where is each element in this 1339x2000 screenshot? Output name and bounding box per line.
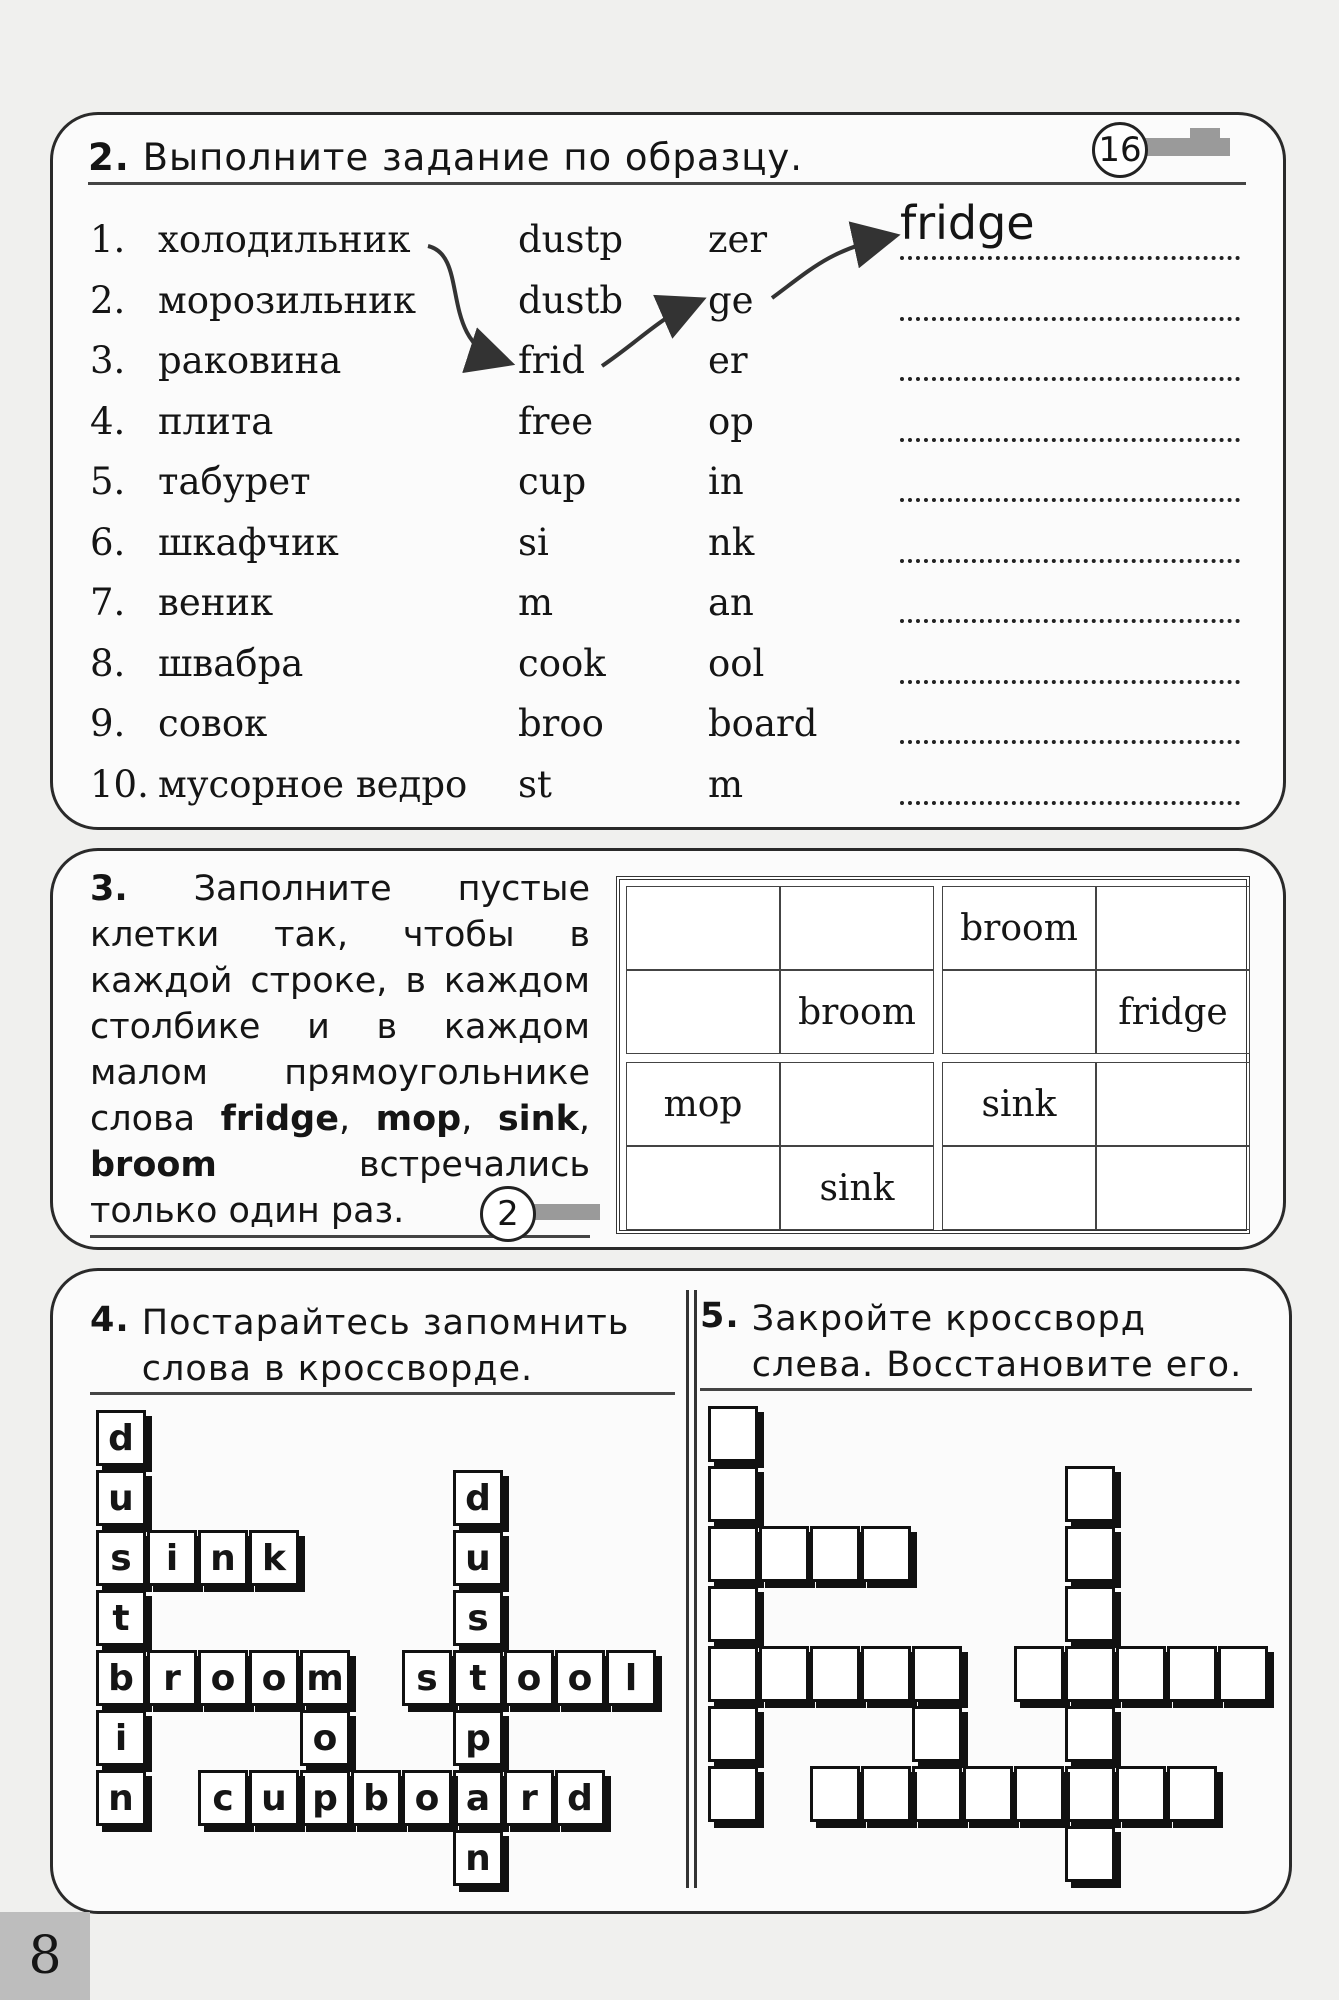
crossword-letter-cell: i [147, 1530, 197, 1586]
column-divider-2 [694, 1290, 697, 1888]
row-word-end: op [708, 399, 754, 443]
sudoku-cell[interactable] [780, 886, 934, 970]
row-word-start: broo [518, 702, 604, 745]
row-number: 10. [90, 762, 149, 806]
crossword-empty-cell[interactable] [708, 1466, 758, 1522]
sudoku-cell[interactable] [1096, 886, 1250, 970]
crossword-empty-cell[interactable] [912, 1646, 962, 1702]
row-russian-word: веник [158, 581, 274, 624]
crossword-letter-cell: l [606, 1650, 656, 1706]
crossword-letter-cell: r [147, 1650, 197, 1706]
row-russian-word: холодильник [158, 218, 411, 261]
task3-word-fridge: fridge [220, 1099, 339, 1139]
crossword-empty-cell[interactable] [963, 1766, 1013, 1822]
row-word-start: si [518, 520, 549, 564]
key-shaft-2 [528, 1204, 600, 1220]
sudoku-cell: broom [942, 886, 1096, 970]
crossword-letter-cell: d [555, 1770, 605, 1826]
crossword-empty-cell[interactable] [1065, 1826, 1115, 1882]
crossword-letter-cell: t [96, 1590, 146, 1646]
task3-number: 3. [90, 869, 128, 909]
task3-text: 3. Заполните пустые клетки так, чтобы в каждой строке, в каждом столбике и в каждом малом прямоугольнике слова fridge, mop, sink, broom встречались только один раз. [90, 869, 590, 1231]
sudoku-cell[interactable] [942, 970, 1096, 1054]
crossword-letter-cell: s [96, 1530, 146, 1586]
crossword-empty-cell[interactable] [1167, 1646, 1217, 1702]
crossword-letter-cell: k [249, 1530, 299, 1586]
crossword-letter-cell: u [453, 1530, 503, 1586]
crossword-letter-cell: n [96, 1770, 146, 1826]
row-russian-word: совок [158, 702, 268, 745]
crossword-empty-cell[interactable] [1167, 1766, 1217, 1822]
crossword-letter-cell: d [96, 1410, 146, 1466]
sudoku-cell[interactable] [626, 970, 780, 1054]
crossword-empty-cell[interactable] [912, 1766, 962, 1822]
crossword-letter-cell: i [96, 1710, 146, 1766]
crossword-letter-cell: p [300, 1770, 350, 1826]
crossword-letter-cell: n [198, 1530, 248, 1586]
sudoku-cell[interactable] [626, 886, 780, 970]
crossword-empty-cell[interactable] [1014, 1766, 1064, 1822]
row-word-end: nk [708, 520, 755, 564]
task5-number: 5. [700, 1296, 740, 1336]
crossword-empty-cell[interactable] [708, 1586, 758, 1642]
crossword-letter-cell: b [96, 1650, 146, 1706]
row-russian-word: морозильник [158, 278, 416, 322]
crossword-empty-cell[interactable] [861, 1766, 911, 1822]
row-russian-word: плита [158, 399, 274, 443]
crossword-letter-cell: m [300, 1650, 350, 1706]
task4-heading [90, 1300, 672, 1392]
row-word-start: dustb [518, 278, 624, 322]
crossword-empty-cell[interactable] [861, 1526, 911, 1582]
task4-number: 4. [90, 1300, 130, 1340]
crossword-empty-cell[interactable] [1065, 1646, 1115, 1702]
crossword-empty-cell[interactable] [708, 1526, 758, 1582]
row-number: 4. [90, 399, 126, 443]
row-russian-word: мусорное ведро [158, 762, 468, 806]
row-number: 5. [90, 460, 126, 503]
task4-title: Постарайтесь запомнить слова в кроссворде. [141, 1303, 630, 1389]
row-number: 8. [90, 641, 126, 685]
crossword-empty-cell[interactable] [810, 1766, 860, 1822]
row-word-end: ool [708, 641, 765, 685]
crossword-empty-cell[interactable] [759, 1526, 809, 1582]
row-word-start: free [518, 399, 594, 443]
crossword-empty-cell[interactable] [708, 1766, 758, 1822]
row-number: 3. [90, 339, 126, 382]
task5-heading [700, 1296, 1262, 1388]
row-russian-word: табурет [158, 460, 311, 503]
crossword-letter-cell: c [198, 1770, 248, 1826]
sudoku-cell: mop [626, 1062, 780, 1146]
task2-title: Выполните задание по образцу. [142, 136, 804, 179]
crossword-empty-cell[interactable] [1065, 1586, 1115, 1642]
task3-word-mop: mop [375, 1099, 462, 1139]
row-word-end: zer [708, 218, 768, 261]
crossword-letter-cell: p [453, 1710, 503, 1766]
row-word-end: ge [708, 278, 754, 322]
crossword-letter-cell: r [504, 1770, 554, 1826]
crossword-empty-cell[interactable] [708, 1706, 758, 1762]
row-russian-word: швабра [158, 641, 304, 685]
crossword-letter-cell: o [555, 1650, 605, 1706]
key-badge-16: 16 [1092, 122, 1148, 178]
crossword-empty-cell[interactable] [708, 1646, 758, 1702]
example-answer: fridge [900, 196, 1035, 250]
task3-word-broom: broom [90, 1145, 217, 1185]
row-word-end: an [708, 581, 754, 624]
row-word-end: in [708, 460, 744, 503]
crossword-letter-cell: u [96, 1470, 146, 1526]
row-word-end: er [708, 339, 748, 382]
sudoku-cell[interactable] [942, 1146, 1096, 1230]
task5-title: Закройте кроссворд слева. Восстановите его. [751, 1299, 1243, 1385]
example-arrows [0, 0, 1339, 820]
row-number: 1. [90, 218, 126, 261]
task3-word-sink: sink [497, 1099, 579, 1139]
key-badge-2: 2 [480, 1186, 536, 1242]
crossword-letter-cell: n [453, 1830, 503, 1886]
sudoku-cell: broom [780, 970, 934, 1054]
crossword-empty-cell[interactable] [1065, 1466, 1115, 1522]
row-word-start: cup [518, 460, 587, 503]
sudoku-cell: sink [780, 1146, 934, 1230]
crossword-empty-cell[interactable] [1065, 1766, 1115, 1822]
crossword-letter-cell: o [402, 1770, 452, 1826]
crossword-letter-cell: o [198, 1650, 248, 1706]
row-number: 2. [90, 278, 126, 322]
row-word-start: frid [518, 339, 585, 382]
row-word-start: m [518, 581, 554, 624]
row-word-start: dustp [518, 218, 624, 261]
task2-number: 2. [88, 136, 130, 179]
crossword-letter-cell: o [504, 1650, 554, 1706]
row-word-end: m [708, 762, 744, 806]
row-number: 6. [90, 520, 126, 564]
row-number: 9. [90, 702, 126, 745]
crossword-empty-cell[interactable] [1065, 1526, 1115, 1582]
crossword-empty-cell[interactable] [810, 1646, 860, 1702]
crossword-letter-cell: s [453, 1590, 503, 1646]
crossword-empty-cell[interactable] [912, 1706, 962, 1762]
row-russian-word: раковина [158, 339, 342, 382]
crossword-letter-cell: t [453, 1650, 503, 1706]
task3-text-before: Заполните пустые клетки так, чтобы в каждой строке, в каждом столбике и в каждом малом прямоугольнике слова [90, 869, 590, 1139]
row-word-end: board [708, 702, 818, 745]
sudoku-cell[interactable] [626, 1146, 780, 1230]
sudoku-cell[interactable] [1096, 1146, 1250, 1230]
crossword-letter-cell: s [402, 1650, 452, 1706]
sudoku-cell[interactable] [1096, 1062, 1250, 1146]
crossword-letter-cell: o [249, 1650, 299, 1706]
row-russian-word: шкафчик [158, 520, 339, 564]
page-number: 8 [0, 1912, 90, 2000]
crossword-empty-cell[interactable] [1065, 1706, 1115, 1762]
sudoku-cell: fridge [1096, 970, 1250, 1054]
crossword-letter-cell: a [453, 1770, 503, 1826]
row-word-start: st [518, 762, 552, 806]
task3-text-after: встречались только один раз. [90, 1145, 590, 1231]
crossword-empty-cell[interactable] [708, 1406, 758, 1462]
row-word-start: cook [518, 641, 606, 685]
task5-rule [700, 1388, 1252, 1391]
crossword-letter-cell: u [249, 1770, 299, 1826]
row-number: 7. [90, 581, 126, 624]
crossword-empty-cell[interactable] [1014, 1646, 1064, 1702]
crossword-empty-cell[interactable] [759, 1646, 809, 1702]
column-divider [686, 1290, 689, 1888]
crossword-empty-cell[interactable] [1218, 1646, 1268, 1702]
crossword-empty-cell[interactable] [861, 1646, 911, 1702]
crossword-empty-cell[interactable] [1116, 1646, 1166, 1702]
task4-rule [90, 1392, 675, 1395]
crossword-letter-cell: b [351, 1770, 401, 1826]
crossword-empty-cell[interactable] [810, 1526, 860, 1582]
crossword-letter-cell: d [453, 1470, 503, 1526]
crossword-letter-cell: o [300, 1710, 350, 1766]
sudoku-cell: sink [942, 1062, 1096, 1146]
sudoku-cell[interactable] [780, 1062, 934, 1146]
crossword-empty-cell[interactable] [1116, 1766, 1166, 1822]
